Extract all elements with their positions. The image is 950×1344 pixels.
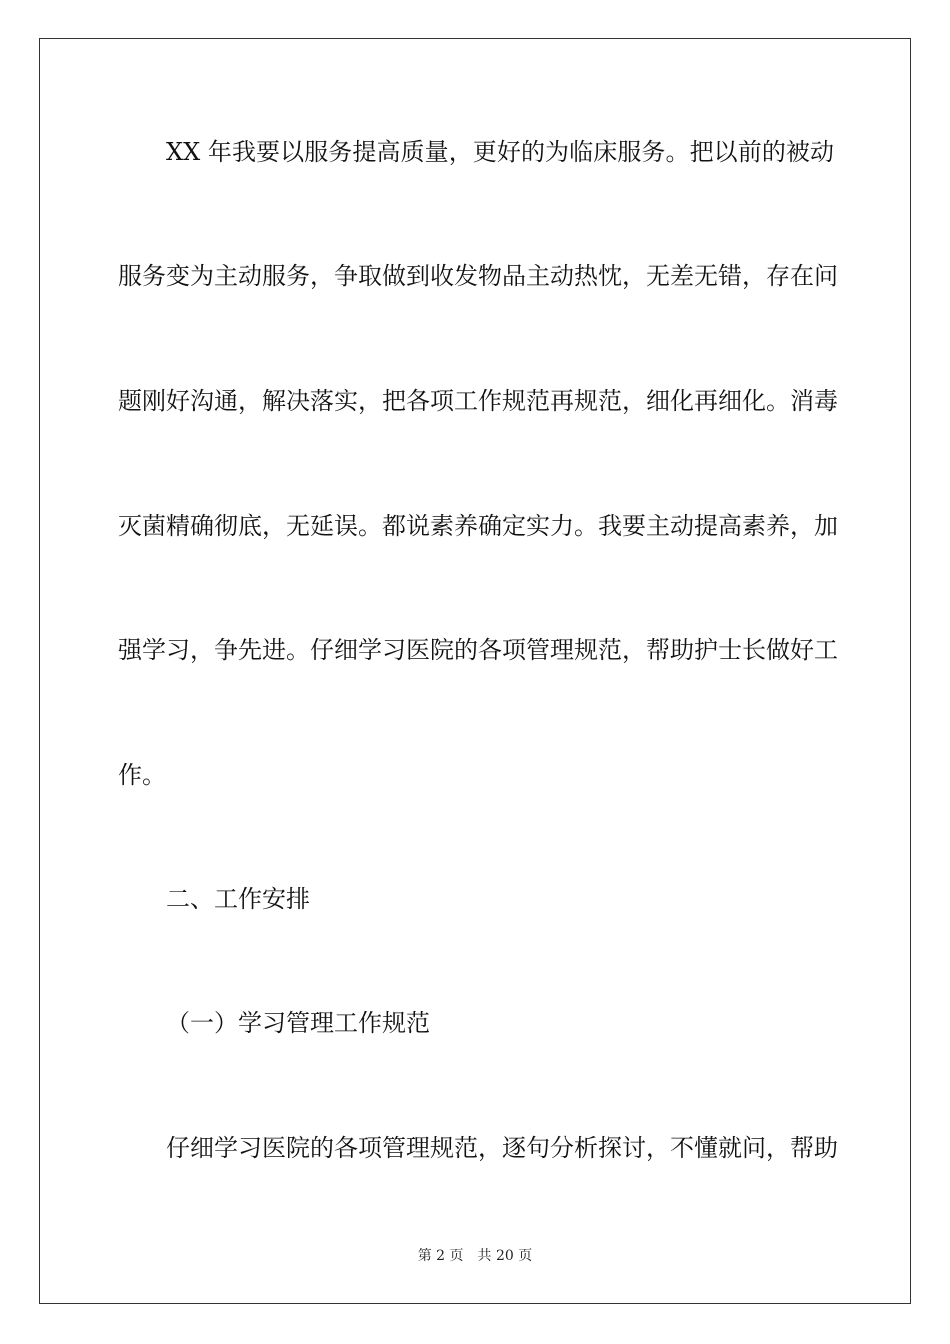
paragraph-line-1: XX 年我要以服务提高质量，更好的为临床服务。把以前的被动	[166, 138, 834, 166]
subsection-heading: （一）学习管理工作规范	[166, 1009, 430, 1037]
page-total: 共 20 页	[477, 1248, 533, 1264]
paragraph-line-7: 仔细学习医院的各项管理规范，逐句分析探讨，不懂就问，帮助	[166, 1134, 838, 1162]
paragraph-line-3: 题刚好沟通，解决落实，把各项工作规范再规范，细化再细化。消毒	[118, 387, 838, 415]
paragraph-line-2: 服务变为主动服务，争取做到收发物品主动热忱，无差无错，存在问	[118, 262, 838, 290]
section-heading: 二、工作安排	[166, 885, 310, 913]
paragraph-line-6: 作。	[118, 761, 166, 789]
paragraph-line-4: 灭菌精确彻底，无延误。都说素养确定实力。我要主动提高素养，加	[118, 512, 838, 540]
page-footer	[0, 1247, 950, 1265]
paragraph-line-5: 强学习，争先进。仔细学习医院的各项管理规范，帮助护士长做好工	[118, 636, 838, 664]
page-number: 第 2 页	[417, 1248, 464, 1264]
page-border	[39, 38, 911, 1304]
